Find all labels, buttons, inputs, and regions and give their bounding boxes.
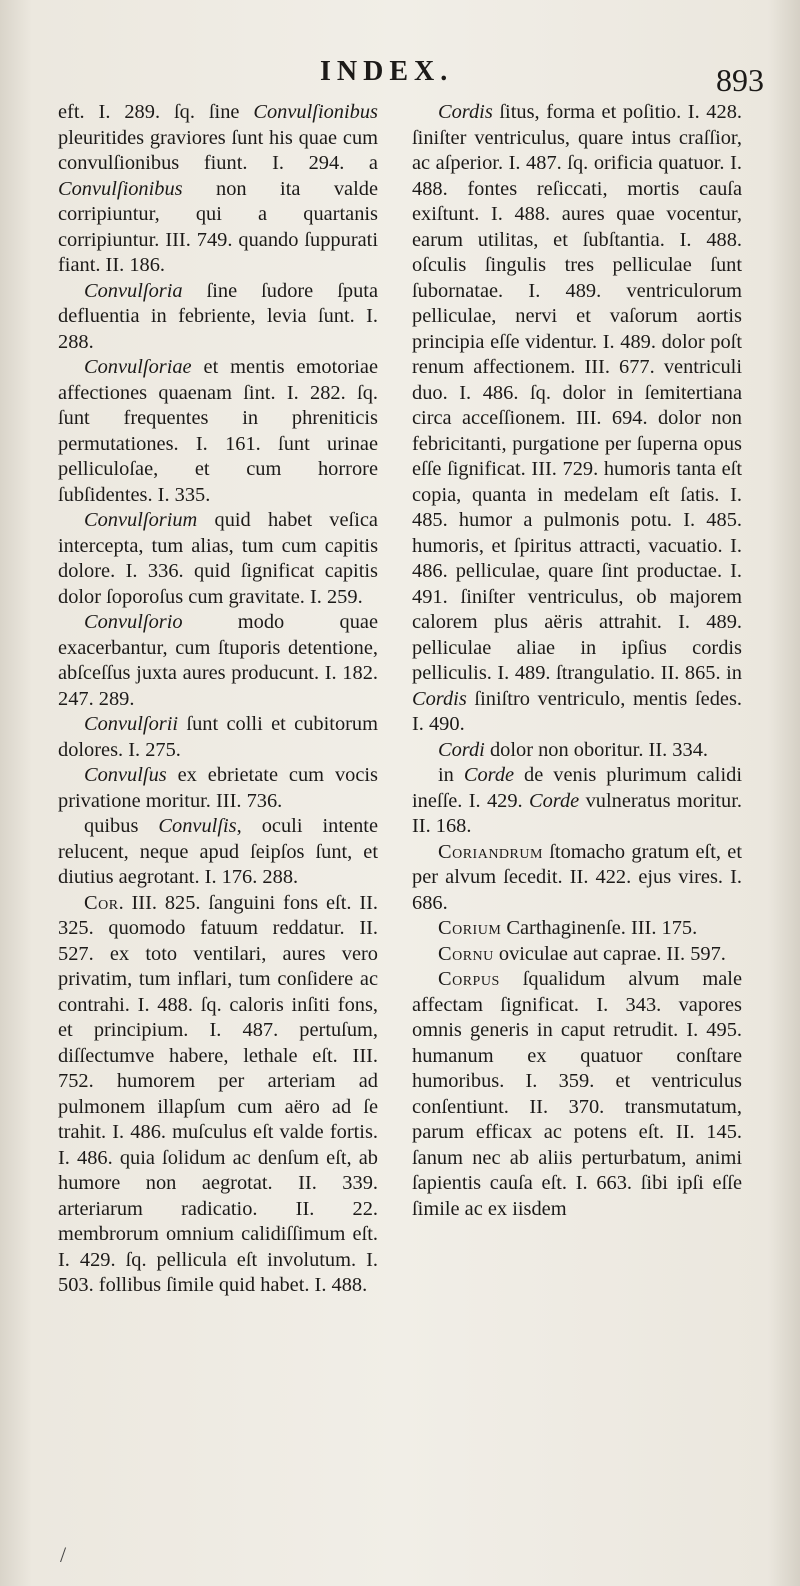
left-column (58, 100, 378, 1299)
pencil-mark: / (60, 1542, 67, 1567)
entry-keyword: Cordi (438, 738, 485, 761)
index-entry (412, 916, 742, 942)
entry-keyword: Convulſionibus (253, 101, 378, 123)
entry-text: Carthaginenſe. III. 175. (501, 917, 698, 939)
index-entry (58, 712, 378, 763)
running-header (0, 56, 800, 96)
entry-text: ex ebrietate cum vocis privatione moritur. III. 736. (58, 764, 378, 812)
entry-text: de venis plurimum calidi ineſſe. I. 429. (412, 764, 742, 812)
index-entry (58, 355, 378, 508)
entry-text: ſine ſudore ſputa defluentia in febriente, levia ſunt. I. 288. (58, 279, 378, 353)
entry-keyword: Convulſoria (84, 279, 183, 302)
entry-text: ſtomacho gratum eſt, et per alvum ſecedit. II. 422. ejus vires. I. 686. (412, 840, 742, 914)
index-entry (58, 508, 378, 610)
entry-keyword: Convulſus (84, 764, 167, 786)
index-entry (412, 738, 742, 764)
entry-keyword: Corde (529, 789, 580, 812)
entry-keyword: Cordis (438, 101, 493, 123)
entry-text: dolor non oboritur. II. 334. (484, 738, 708, 761)
entry-text: ſitus, forma et poſitio. I. 428. ſiniſter ventriculus, quare intus craſſior, ac aſperior. I. 487. ſq. orificia quatuor. I. 488. fontes reſiccati, mortis cauſa exiſtunt. I. 488. aures quae vocentur, earum utilitas, et ſubſtantia. I. 488. oſculis ſingulis tres pelliculae ſunt ſubornatae. I. 489. ventriculorum pelliculae, nervi et vaſorum aortis principia eſſe videntur. I. 489. dolor poſt renum affectionem. III. 677. ventriculi duo. I. 486. ſq. dolor in ſemitertiana circa acceſſionem. III. 694. dolor non febricitanti, purgatione per ſuperna opus eſſe ſignificat. III. 729. humoris tanta eſt copia, quanta in medelam eſt ſatis. I. 485. humor a pulmonis potu. I. 485. humoris, et ſpiritus attracti, vacuatio. I. 486. pelliculae, quare ſint productae. I. 491. ſiniſter ventriculus, ob majorem calorem plus aëris attrahit. I. 489. pelliculae aliae in ipſius cordis pelliculis. I. 489. ſtrangulatio. II. 865. in (412, 101, 742, 684)
entry-text: ſiniſtro ventriculo, mentis ſedes. I. 490. (412, 687, 742, 735)
index-entry (58, 763, 378, 814)
entry-text: ſqualidum alvum male affectam ſignificat. I. 343. vapores omnis generis in caput retrudit. I. 495. humanum ex quatuor conſtare humoribus. I. 359. et ventriculus conſentiunt. II. 370. transmutatum, parum efficax ac potens eſt. II. 145. ſanum nec ab aliis perturbatum, animi ſapientis cauſa eſt. I. 663. ſibi ipſi eſſe ſimile ac ex iisdem (412, 968, 742, 1220)
entry-keyword: Convulſorium (84, 509, 198, 531)
entry-text: in (438, 764, 464, 786)
entry-text: . III. 825. ſanguini fons eſt. II. 325. quomodo fatuum reddatur. II. 527. ex toto ventilari, aures vero privatim, tum inflari, tum conſidere ac contrahi. I. 488. ſq. caloris inſiti fons, et principium. I. 487. pertuſum, diſſectumve habere, lethale eſt. III. 752. humorem per arteriam ad pulmonem illapſum cum aëro ad ſe trahit. I. 486. muſculus eſt valde fortis. I. 486. quia ſolidum ac denſum eſt, ab humore non aegrotat. II. 339. arteriarum radicatio. II. 22. membrorum omnium calidiſſimum eſt. I. 429. ſq. pellicula eſt involutum. I. 503. follibus ſimile quid habet. I. 488. (58, 891, 378, 1296)
entry-keyword: Corpus (438, 968, 500, 990)
page-number: 893 (716, 62, 764, 98)
index-entry (412, 100, 742, 738)
index-title: INDEX. (320, 56, 454, 87)
entry-keyword: Corde (463, 764, 515, 786)
entry-keyword: Cordis (412, 687, 467, 710)
entry-text: quid habet veſica intercepta, tum alias, tum cum capitis dolore. I. 336. quid ſignificat capitis dolor ſoporoſus cum gravitate. I. 259. (58, 509, 378, 608)
index-entry (58, 891, 378, 1299)
index-entry (58, 814, 378, 891)
entry-keyword: Convulſorio (84, 611, 183, 633)
entry-keyword: Cor (84, 891, 119, 914)
entry-text: eft. I. 289. ſq. ſine (58, 101, 254, 123)
index-entry (58, 610, 378, 712)
entry-text: pleuritides graviores ſunt his quae cum convulſionibus fiunt. I. 294. a (58, 126, 378, 174)
right-column (412, 100, 742, 1222)
entry-keyword: Convulſoriae (84, 356, 192, 378)
entry-keyword: Cornu (438, 942, 494, 965)
entry-text: , oculi intente relucent, neque apud ſeipſos ſunt, et diutius aegrotant. I. 176. 288. (58, 815, 378, 888)
index-entry (412, 942, 742, 968)
entry-keyword: Convulſorii (84, 713, 179, 735)
entry-text: quibus (84, 815, 159, 837)
entry-text: modo quae exacerbantur, cum ſtuporis detentione, abſceſſus juxta aures producunt. I. 182. 247. 289. (58, 611, 378, 710)
entry-text: oviculae aut caprae. II. 597. (493, 942, 726, 965)
index-entry (412, 840, 742, 917)
entry-keyword: Coriandrum (438, 840, 543, 863)
entry-text: ſunt colli et cubitorum dolores. I. 275. (58, 713, 378, 761)
entry-keyword: Convulſis (158, 815, 237, 837)
index-entry (58, 100, 378, 279)
entry-keyword: Corium (438, 917, 502, 939)
index-entry (58, 279, 378, 356)
entry-text: vulneratus moritur. II. 168. (412, 789, 742, 837)
index-entry (412, 967, 742, 1222)
entry-text: et mentis emotoriae affectiones quaenam ſint. I. 282. ſq. ſunt frequentes in phreniticis permutationes. I. 161. ſunt urinae pelliculoſae, et cum horrore ſubſidentes. I. 335. (58, 356, 378, 506)
index-entry (412, 763, 742, 840)
entry-keyword: Convulſionibus (58, 177, 183, 200)
entry-text: non ita valde corripiuntur, qui a quartanis corripiuntur. III. 749. quando ſuppurati fiant. II. 186. (58, 177, 378, 276)
